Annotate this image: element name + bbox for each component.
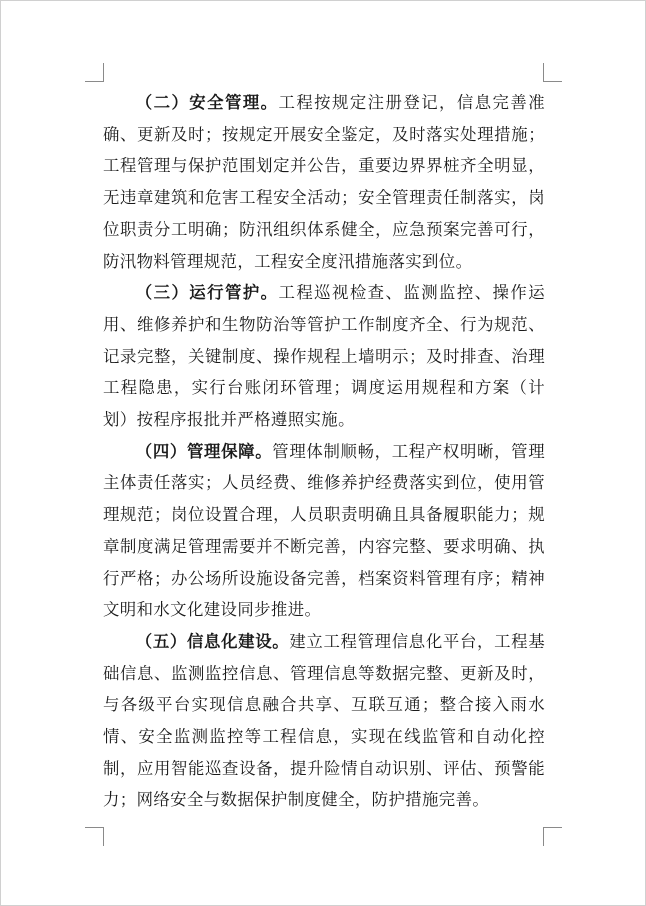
section-informatization xyxy=(103,626,545,816)
section-management-support xyxy=(103,436,545,626)
section-heading: （五）信息化建设。 xyxy=(135,631,290,651)
section-text: 管理体制顺畅，工程产权明晰，管理主体责任落实；人员经费、维修养护经费落实到位，使用管理规范；岗位设置合理，人员职责明确且具备履职能力；规章制度满足管理需要并不断完善，内容完整、要求明确、执行严格；办公场所设施设备完善，档案资料管理有序；精神文明和水文化建设同步推进。 xyxy=(103,441,546,620)
section-operation-maintenance xyxy=(103,277,545,436)
section-safety-management xyxy=(103,87,545,277)
section-text: 工程按规定注册登记，信息完善准确、更新及时；按规定开展安全鉴定，及时落实处理措施；工程管理与保护范围划定并公告，重要边界界桩齐全明显，无违章建筑和危害工程安全活动；安全管理责任制落实，岗位职责分工明确；防汛组织体系健全，应急预案完善可行，防汛物料管理规范，工程安全度汛措施落实到位。 xyxy=(103,93,546,271)
margin-mark-bottom-right xyxy=(543,827,562,846)
margin-mark-bottom-left xyxy=(85,827,104,846)
section-heading: （二）安全管理。 xyxy=(135,93,279,112)
section-text: 工程巡视检查、监测监控、操作运用、维修养护和生物防治等管护工作制度齐全、行为规范、记录完整，关键制度、操作规程上墙明示；及时排查、治理工程隐患，实行台账闭环管理；调度运用规程和方案（计划）按程序报批并严格遵照实施。 xyxy=(103,283,546,430)
section-heading: （四）管理保障。 xyxy=(135,441,273,461)
section-text: 建立工程管理信息化平台，工程基础信息、监测监控信息、管理信息等数据完整、更新及时，与各级平台实现信息融合共享、互联互通；整合接入雨水情、安全监测监控等工程信息，实现在线监管和自动化控制，应用智能巡查设备，提升险情自动识别、评估、预警能力；网络安全与数据保护制度健全，防护措施完善。 xyxy=(103,631,546,810)
margin-mark-top-left xyxy=(85,63,104,82)
section-heading: （三）运行管护。 xyxy=(135,283,279,303)
document-body xyxy=(103,87,545,816)
margin-mark-top-right xyxy=(543,63,562,82)
